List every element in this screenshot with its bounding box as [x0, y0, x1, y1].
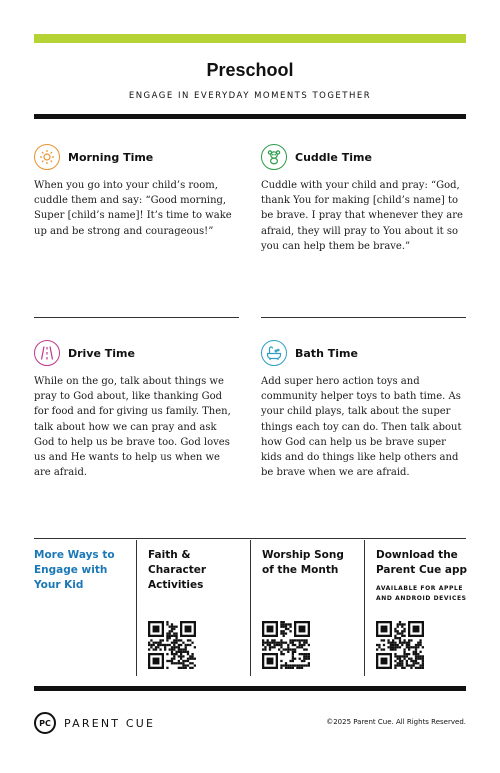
qr-code-app[interactable] [376, 621, 424, 669]
road-icon [34, 340, 60, 366]
app-availability-note: AVAILABLE FOR APPLE AND ANDROID DEVICES [376, 585, 467, 602]
card-body: Add super hero action toys and community helper toys to bath time. As your child plays, talk about the super things each toy can do. Then talk about how God can help us be brave super kids and do things like help others and be brave when we are afraid. [261, 376, 462, 479]
qr-code-song[interactable] [262, 621, 310, 669]
footer-divider [34, 538, 466, 539]
column-divider [364, 540, 365, 676]
card-title: Morning Time [68, 150, 154, 164]
col-title: Faith & Character Activities [148, 549, 207, 591]
teddy-bear-icon [261, 144, 287, 170]
card-title: Drive Time [68, 346, 135, 360]
card-title: Cuddle Time [295, 150, 372, 164]
page-subtitle: ENGAGE IN EVERYDAY MOMENTS TOGETHER [128, 91, 372, 101]
card-bath-time [261, 340, 466, 480]
card-morning-time [34, 144, 239, 239]
section-divider [261, 317, 466, 318]
card-drive-time [34, 340, 239, 480]
card-cuddle-time [261, 144, 466, 254]
qr-code-activities[interactable] [148, 621, 196, 669]
section-divider [34, 317, 239, 318]
card-title: Bath Time [295, 346, 358, 360]
footer-col-activities [148, 548, 238, 593]
brand-logo [34, 712, 155, 734]
bathtub-icon [261, 340, 287, 366]
footer-col-app [376, 548, 468, 604]
engage-title: More Ways to Engage with Your Kid [34, 549, 115, 591]
footer-col-song [262, 548, 357, 578]
brand-name: PARENT CUE [64, 716, 156, 730]
page-title: Preschool [206, 60, 294, 80]
sun-icon [34, 144, 60, 170]
card-body: While on the go, talk about things we pray to God about, like thanking God for food and for giving us family. Then, talk about how we can pray and ask God to help us be brave too. God loves us and He wants to help us when we are afraid. [34, 376, 231, 479]
parent-cue-logo-icon: PC [34, 712, 56, 734]
accent-bar [34, 34, 466, 43]
footer-bottom-divider [34, 686, 466, 691]
card-body: When you go into your child’s room, cuddle them and say: “Good morning, Super [child’s name]! It’s time to wake up and be strong and courageous!” [34, 180, 232, 237]
col-title: Worship Song of the Month [262, 549, 344, 576]
col-title: Download the Parent Cue app [376, 549, 468, 576]
copyright-notice: ©2025 Parent Cue. All Rights Reserved. [326, 718, 466, 726]
column-divider [250, 540, 251, 676]
header-divider [34, 114, 466, 119]
footer-engage-heading [34, 548, 134, 593]
card-body: Cuddle with your child and pray: “God, thank You for making [child’s name] to be brave. I pray that whenever they are afraid, they will pray to You about it so you can help them be brave.” [261, 180, 463, 252]
column-divider [136, 540, 137, 676]
